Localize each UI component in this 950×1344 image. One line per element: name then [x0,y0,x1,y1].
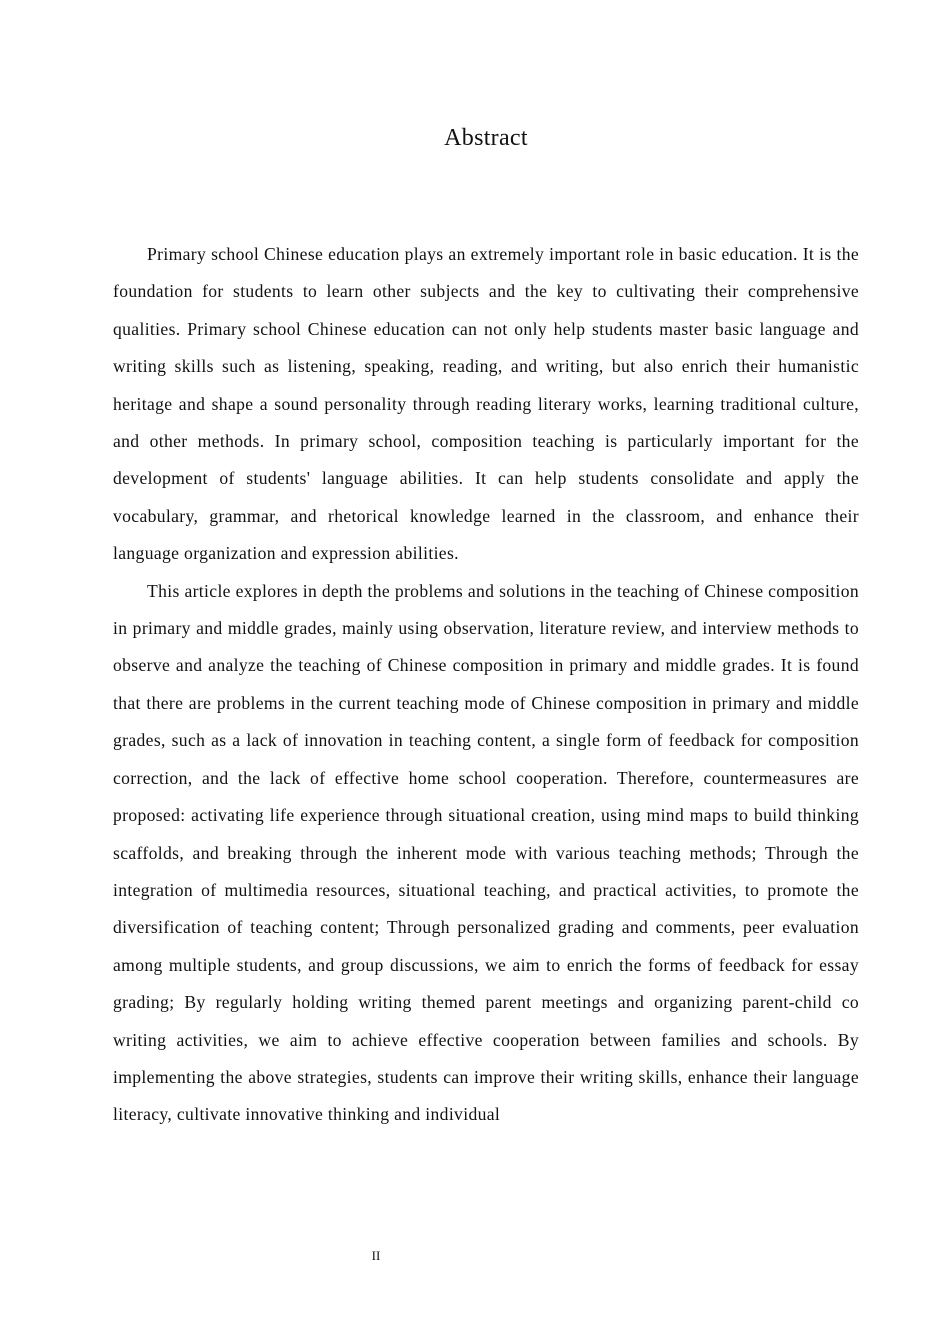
paragraph: This article explores in depth the problems and solutions in the teaching of Chinese composition in primary and middle grades, mainly using observation, literature review, and interview methods to observe and analyze the teaching of Chinese composition in primary and middle grades. It is found that there are problems in the current teaching mode of Chinese composition in primary and middle grades, such as a lack of innovation in teaching content, a single form of feedback for composition correction, and the lack of effective home school cooperation. Therefore, countermeasures are proposed: activating life experience through situational creation, using mind maps to build thinking scaffolds, and breaking through the inherent mode with various teaching methods; Through the integration of multimedia resources, situational teaching, and practical activities, to promote the diversification of teaching content; Through personalized grading and comments, peer evaluation among multiple students, and group discussions, we aim to enrich the forms of feedback for essay grading; By regularly holding writing themed parent meetings and organizing parent-child co writing activities, we aim to achieve effective cooperation between families and schools. By implementing the above strategies, students can improve their writing skills, enhance their language literacy, cultivate innovative thinking and individual [113,580,859,1125]
page-title: Abstract [444,125,528,151]
abstract-body [113,236,859,1134]
page-number: II [371,1248,381,1263]
paragraph: Primary school Chinese education plays an extremely important role in basic education. It is the foundation for students to learn other subjects and the key to cultivating their comprehensive qualities. Primary school Chinese education can not only help students master basic language and writing skills such as listening, speaking, reading, and writing, but also enrich their humanistic heritage and shape a sound personality through reading literary works, learning traditional culture, and other methods. In primary school, composition teaching is particularly important for the development of students' language abilities. It can help students consolidate and apply the vocabulary, grammar, and rhetorical knowledge learned in the classroom, and enhance their language organization and expression abilities. [113,244,859,564]
